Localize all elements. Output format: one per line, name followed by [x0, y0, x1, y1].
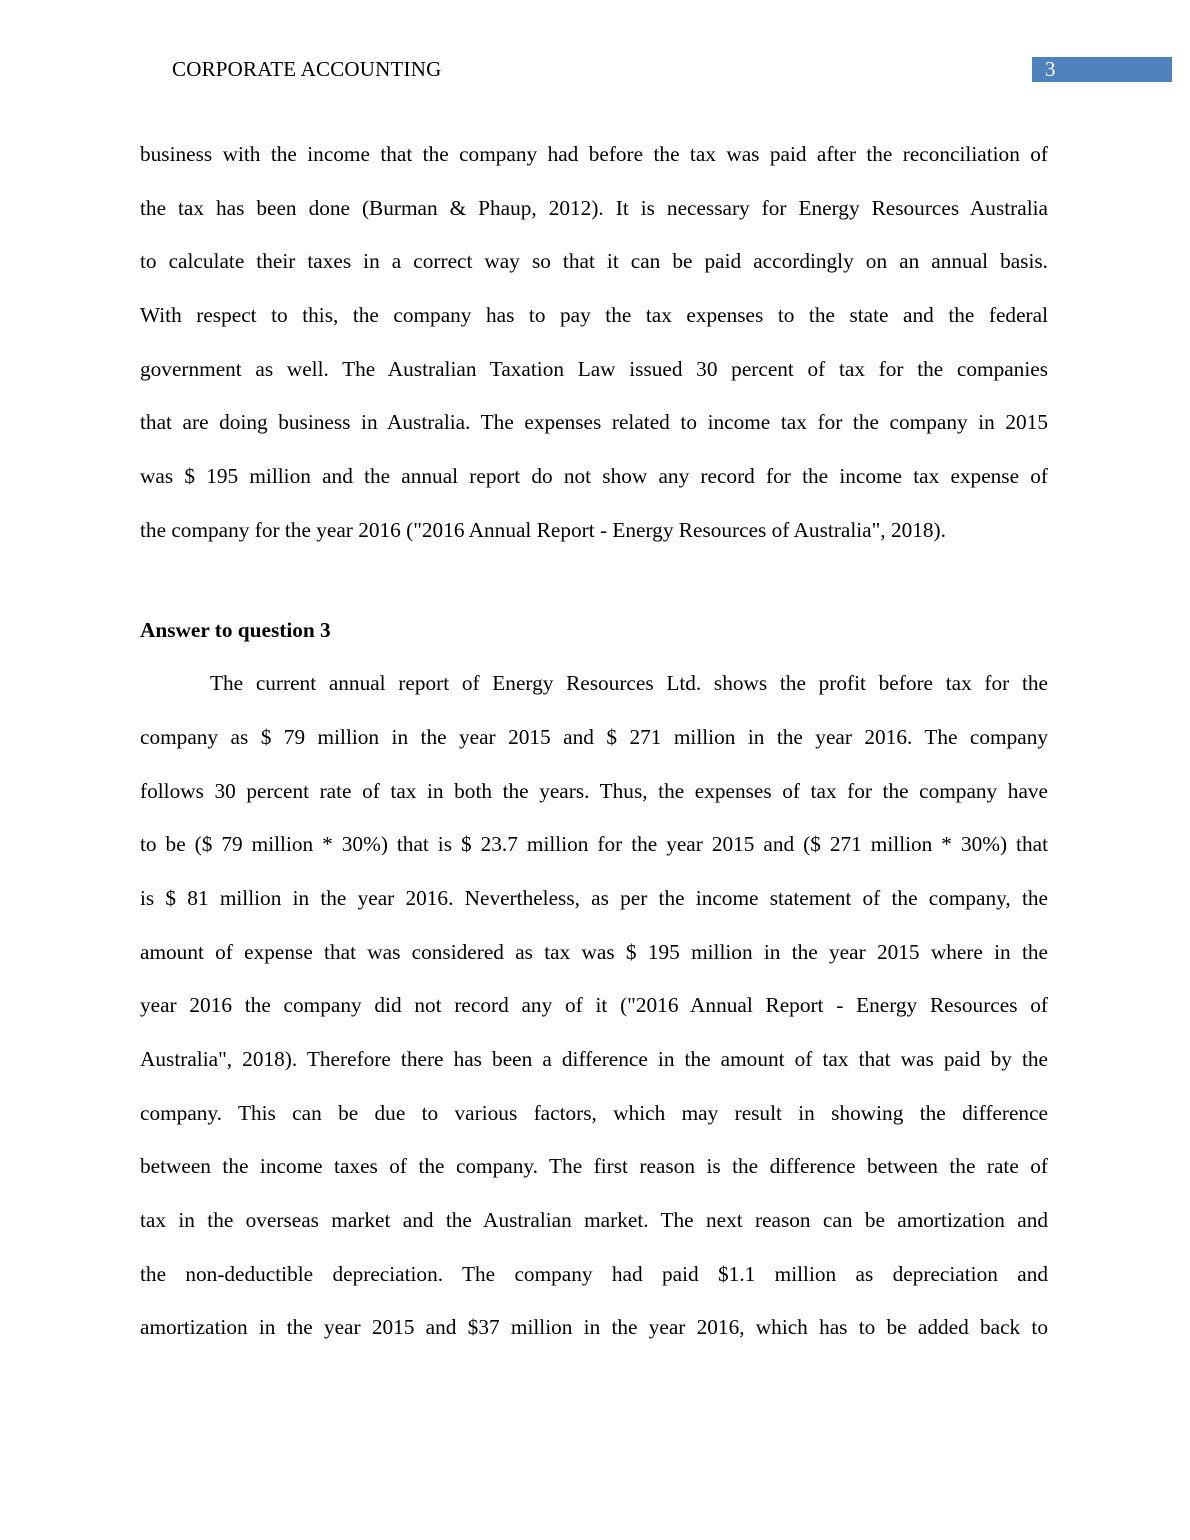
text-line: year 2016 the company did not record any of it ("2016 Annual Report - Energy Resources of — [140, 993, 1048, 1018]
text-line: tax in the overseas market and the Australian market. The next reason can be amortization and — [140, 1208, 1048, 1233]
running-header-title: CORPORATE ACCOUNTING — [172, 57, 442, 81]
text-line: the tax has been done (Burman & Phaup, 2012). It is necessary for Energy Resources Australia — [140, 195, 1048, 220]
text-line: With respect to this, the company has to pay the tax expenses to the state and the federal — [140, 303, 1048, 328]
text-line: the company for the year 2016 ("2016 Annual Report - Energy Resources of Australia", 2018). — [140, 517, 946, 542]
text-line: The current annual report of Energy Resources Ltd. shows the profit before tax for the — [210, 671, 1048, 696]
text-line: was $ 195 million and the annual report do not show any record for the income tax expense of — [140, 464, 1048, 489]
text-line: business with the income that the company had before the tax was paid after the reconciliation of — [140, 142, 1048, 166]
text-line: that are doing business in Australia. The expenses related to income tax for the company in 2015 — [140, 410, 1048, 435]
section-heading: Answer to question 3 — [140, 617, 331, 642]
paragraph-1 — [140, 137, 1048, 567]
text-line: to be ($ 79 million * 30%) that is $ 23.7 million for the year 2015 and ($ 271 million * 30%) that — [140, 832, 1048, 857]
paragraph-2 — [140, 666, 1048, 1364]
text-line: company. This can be due to various factors, which may result in showing the difference — [140, 1100, 1048, 1125]
text-line: company as $ 79 million in the year 2015 and $ 271 million in the year 2016. The company — [140, 724, 1048, 749]
text-line: amount of expense that was considered as tax was $ 195 million in the year 2015 where in the — [140, 939, 1048, 964]
text-line: between the income taxes of the company. The first reason is the difference between the rate of — [140, 1154, 1048, 1179]
text-line: follows 30 percent rate of tax in both the years. Thus, the expenses of tax for the company have — [140, 778, 1048, 803]
text-line: is $ 81 million in the year 2016. Nevertheless, as per the income statement of the company, the — [140, 885, 1048, 910]
page-number-box — [1032, 57, 1172, 82]
text-line: the non-deductible depreciation. The company had paid $1.1 million as depreciation and — [140, 1261, 1048, 1286]
text-line: amortization in the year 2015 and $37 million in the year 2016, which has to be added back to — [140, 1315, 1048, 1340]
text-line: Australia", 2018). Therefore there has been a difference in the amount of tax that was paid by the — [140, 1047, 1048, 1071]
page-number: 3 — [1045, 57, 1056, 81]
text-line: government as well. The Australian Taxation Law issued 30 percent of tax for the companies — [140, 356, 1048, 381]
document-body — [140, 137, 1048, 1364]
text-line: to calculate their taxes in a correct way so that it can be paid accordingly on an annual basis. — [140, 249, 1048, 274]
